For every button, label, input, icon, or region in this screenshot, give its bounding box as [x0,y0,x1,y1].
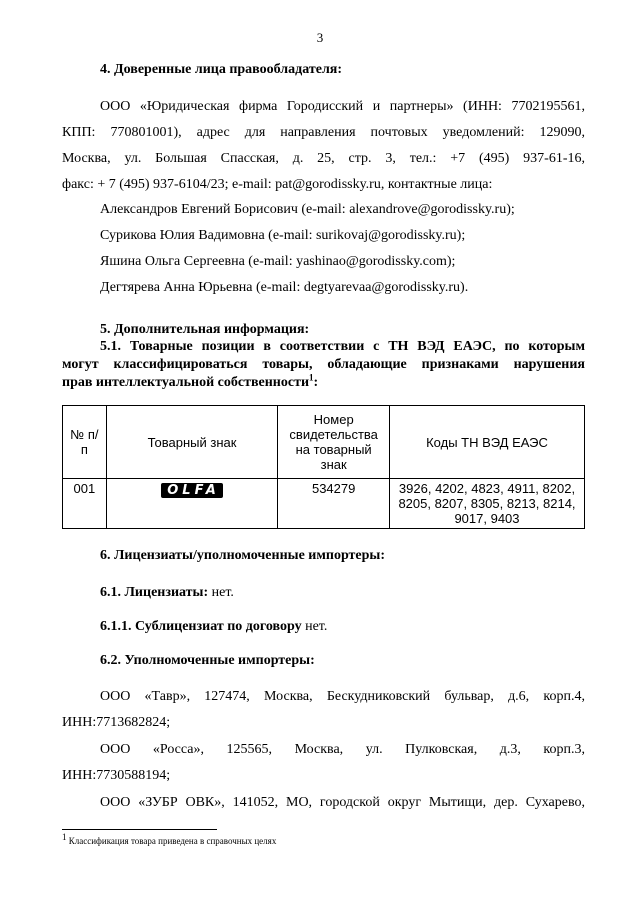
customs-codes: 3926, 4202, 4823, 4911, 8202, 8205, 8207, 8305, 8213, 8214, 9017, 9403 [390,479,585,529]
column-header-number: № п/п [63,406,107,479]
footnote [62,832,277,846]
section-6-1-value: нет. [208,585,234,600]
importer-3-line-1: ООО «ЗУБР ОВК», 141052, МО, городской округ Мытищи, дер. Сухарево, [100,795,585,810]
section-6-1-label: 6.1. Лицензиаты: [100,585,209,600]
footnote-reference: 1 [309,372,314,383]
section-5-1-line-2: могут классифицироваться товары, обладающие признаками нарушения [62,357,585,372]
page-number: 3 [316,30,324,45]
table-header-row [63,406,585,479]
importer-2-line-2: ИНН:7730588194; [62,768,171,783]
footnote-text: Классификация товара приведена в справочных целях [66,836,277,846]
section-4-firm-line-3: Москва, ул. Большая Спасская, д. 25, стр. 3, тел.: +7 (495) 937-61-16, [62,151,585,166]
section-6-2-heading: 6.2. Уполномоченные импортеры: [100,653,315,668]
section-5-1-line-3: прав интеллектуальной собственности$^1$: [62,372,319,390]
contact-person: Александров Евгений Борисович (e-mail: alexandrove@gorodissky.ru); [100,202,515,217]
section-5-heading: 5. Дополнительная информация: [100,322,310,337]
section-6-heading: 6. Лицензиаты/уполномоченные импортеры: [100,548,386,563]
footnote-marker: 1 [62,832,67,842]
contact-person: Дегтярева Анна Юрьевна (e-mail: degtyarevaa@gorodissky.ru). [100,280,469,295]
trademark-cell [106,479,278,529]
section-4-firm-line-2: КПП: 770801001), адрес для направления почтовых уведомлений: 129090, [62,125,585,140]
importer-1-line-2: ИНН:7713682824; [62,715,171,730]
section-6-1-1-label: 6.1.1. Сублицензиат по договору [100,619,302,634]
column-header-certificate: Номер свидетельства на товарный знак [278,406,390,479]
contact-person: Сурикова Юлия Вадимовна (e-mail: surikovaj@gorodissky.ru); [100,228,466,243]
section-4-heading: 4. Доверенные лица правообладателя: [100,62,343,77]
importer-2-line-1: ООО «Росса», 125565, Москва, ул. Пулковская, д.3, корп.3, [100,742,585,757]
trademark-table [62,405,585,529]
section-6-1 [100,585,234,601]
column-header-trademark: Товарный знак [106,406,278,479]
column-header-codes: Коды ТН ВЭД ЕАЭС [390,406,585,479]
section-6-1-1 [100,619,327,635]
section-5-1-line-1: 5.1. Товарные позиции в соответствии с ТН ВЭД ЕАЭС, по которым [100,339,585,354]
section-4-firm-line-1: ООО «Юридическая фирма Городисский и партнеры» (ИНН: 7702195561, [100,99,585,114]
contact-person: Яшина Ольга Сергеевна (e-mail: yashinao@gorodissky.com); [100,254,456,269]
section-4-firm-line-4: факс: + 7 (495) 937-6104/23; e-mail: pat@gorodissky.ru, контактные лица: [62,177,493,192]
importer-1-line-1: ООО «Тавр», 127474, Москва, Бескудниковский бульвар, д.6, корп.4, [100,689,585,704]
row-number: 001 [63,479,107,529]
certificate-number: 534279 [278,479,390,529]
footnote-divider [62,829,217,830]
table-row [63,479,585,529]
olfa-logo: OLFA [161,483,223,498]
section-6-1-1-value: нет. [301,619,328,634]
